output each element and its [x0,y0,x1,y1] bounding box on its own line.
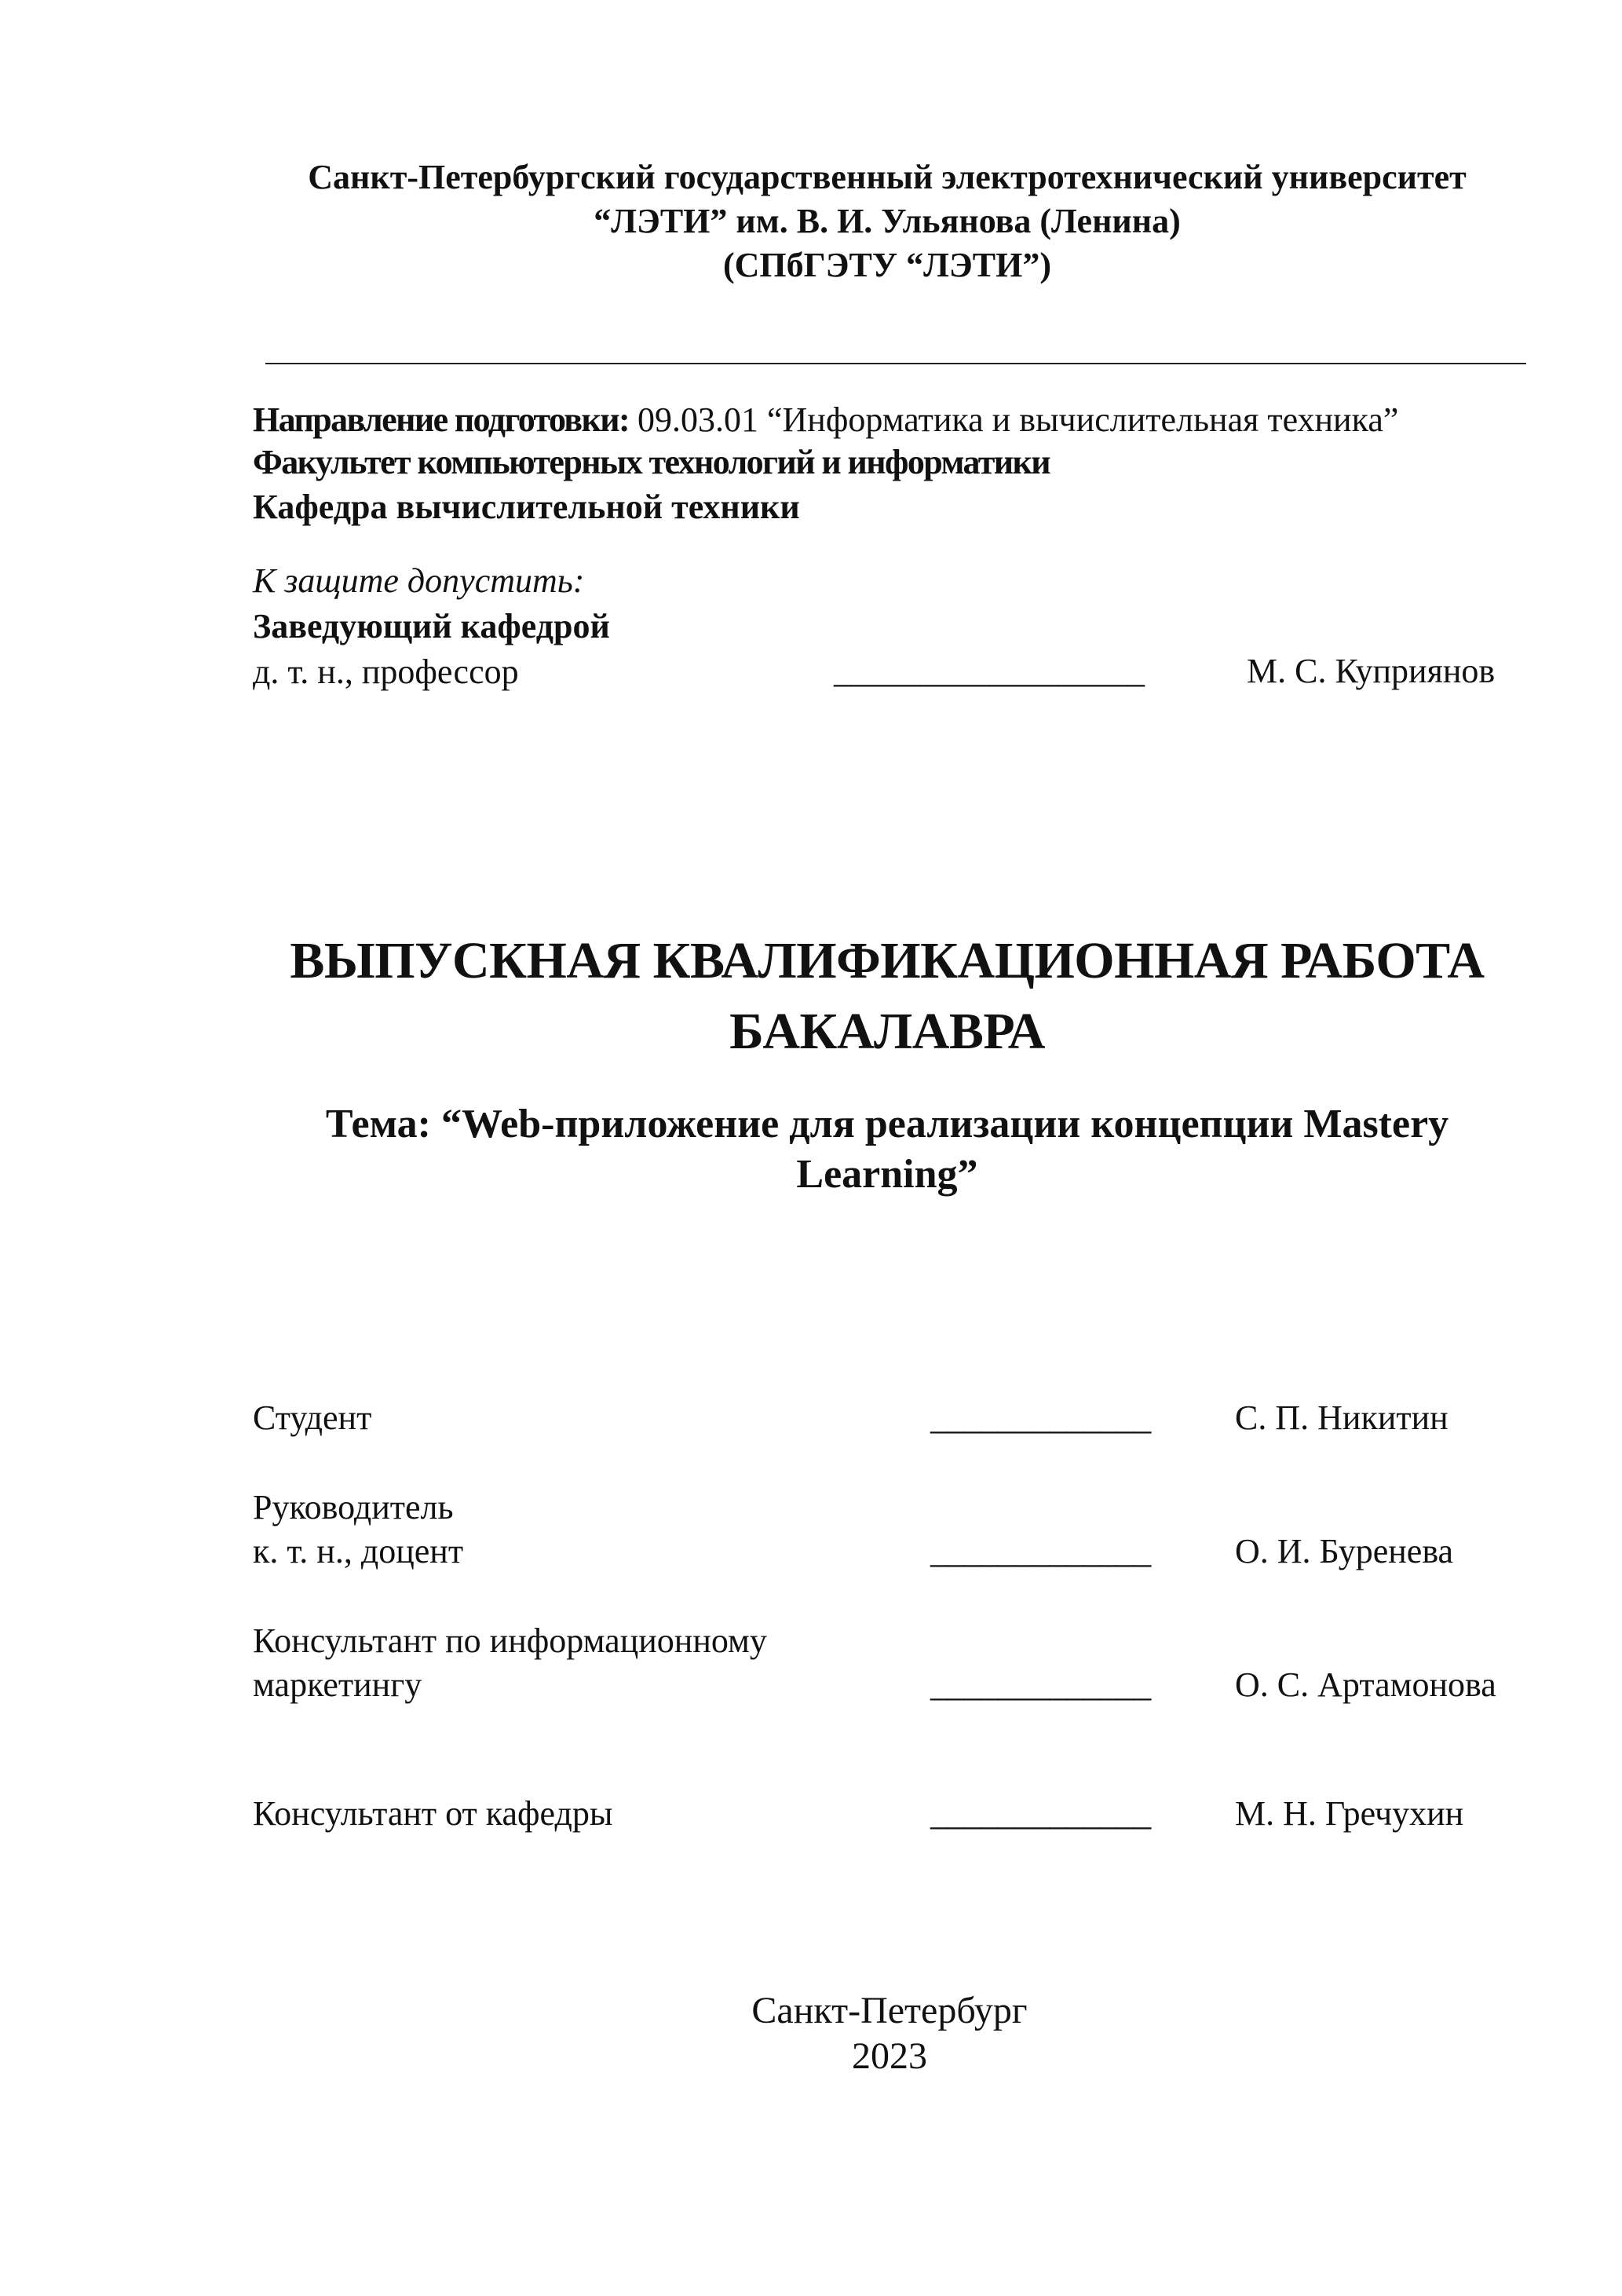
university-name: Санкт-Петербургский государственный электротехнический университет [308,158,1467,196]
signature-name: О. И. Буренева [1235,1532,1454,1570]
faculty: Факультет компьютерных технологий и информатики [253,443,1050,481]
signature-blank: _____________ [930,1665,1151,1704]
signature-degree: к. т. н., доцент [253,1532,464,1570]
signature-label: Студент [253,1398,372,1437]
direction-line [253,399,1398,441]
university-abbreviation: (СПбГЭТУ “ЛЭТИ”) [723,246,1051,284]
department: Кафедра вычислительной техники [253,488,800,526]
direction-value: 09.03.01 “Информатика и вычислительная техника” [629,400,1399,439]
signature-name: М. Н. Гречухин [1235,1794,1464,1833]
signature-blank: _____________ [930,1532,1151,1570]
signature-label: Руководитель [253,1488,454,1526]
topic-line2: Learning” [796,1152,978,1197]
footer-city: Санкт-Петербург [751,1990,1028,2031]
footer-year: 2023 [852,2035,927,2077]
head-signature-blank: __________________ [834,652,1145,690]
signature-name: С. П. Никитин [1235,1398,1448,1437]
signature-name: О. С. Артамонова [1235,1665,1496,1704]
document-title: ВЫПУСКНАЯ КВАЛИФИКАЦИОННАЯ РАБОТА [290,932,1485,989]
signature-label: Консультант по информационному [253,1621,767,1660]
direction-label: Направление подготовки: [253,400,629,439]
head-name: М. С. Куприянов [1247,652,1496,690]
signature-label-line2: маркетингу [253,1665,422,1704]
topic-line1: Тема: “Web-приложение для реализации концепции Mastery [325,1102,1449,1146]
signature-blank: _____________ [930,1794,1151,1833]
university-full-name: “ЛЭТИ” им. В. И. Ульянова (Ленина) [594,202,1181,240]
signature-blank: _____________ [930,1398,1151,1437]
head-of-department-role: Заведующий кафедрой [253,607,610,645]
head-degree: д. т. н., профессор [253,653,519,691]
document-title-line2: БАКАЛАВРА [729,1003,1045,1060]
header-divider [265,363,1526,364]
signature-label: Консультант от кафедры [253,1794,613,1833]
admit-label: К защите допустить: [253,561,585,600]
